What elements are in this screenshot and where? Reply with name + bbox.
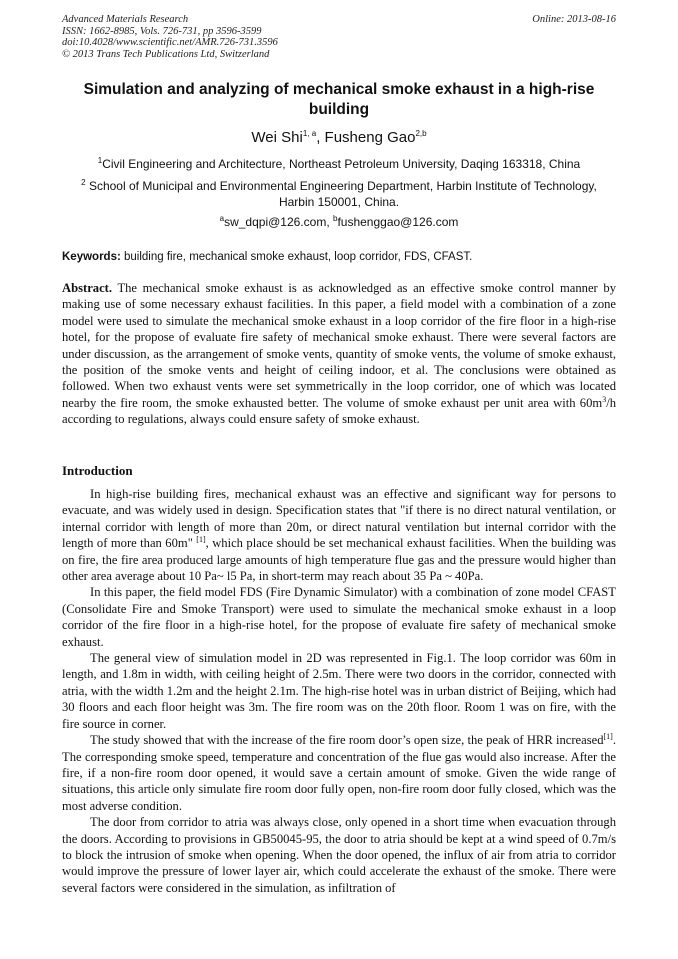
author-emails xyxy=(62,214,616,230)
journal-metadata xyxy=(62,14,616,60)
issn-line: ISSN: 1662-8985, Vols. 726-731, pp 3596-3599 xyxy=(62,25,262,37)
intro-p1-ref: [1] xyxy=(196,535,206,545)
introduction-body xyxy=(62,486,616,896)
abstract xyxy=(62,280,616,428)
keywords xyxy=(62,250,616,265)
intro-paragraph-1 xyxy=(62,486,616,584)
affiliation-1 xyxy=(62,156,616,172)
intro-p1-text-2: , which place should be set mechanical exhaust facilities. When the building was on fire, the fire area produced large amounts of high temperature flue gas and the pressure would higher than other area average about 10 Pa~ l5 Pa, in short-term may reach about 35 Pa ~ 40Pa. xyxy=(62,536,616,584)
affiliation-2-text: School of Municipal and Environmental Engineering Department, Harbin Institute of Technology, Harbin 150001, China. xyxy=(85,179,597,209)
email-b: fushenggao@126.com xyxy=(337,215,459,229)
email-b-sup: b xyxy=(332,214,338,223)
abstract-sup: 3 xyxy=(602,394,607,404)
introduction-heading: Introduction xyxy=(62,463,133,478)
intro-p1-text-1: In high-rise building fires, mechanical exhaust was an effective and significant way for persons to evacuate, and was widely used in design. Specification states that "if there is no direct natural ventilation, or internal corridor with length of more than 20m, or direct natural ventilation but internal corridor with the length of more than 60m" xyxy=(62,487,616,551)
intro-p4-ref: [1] xyxy=(603,731,613,741)
paper-title: Simulation and analyzing of mechanical smoke exhaust in a high-rise building xyxy=(83,81,595,118)
keywords-text: building fire, mechanical smoke exhaust, loop corridor, FDS, CFAST. xyxy=(120,251,473,263)
affiliation-2 xyxy=(62,178,616,210)
author-line xyxy=(62,129,616,147)
author-separator: , xyxy=(316,129,325,146)
abstract-text-2: /h according to regulations, always could ensure safety of smoke exhaust. xyxy=(62,395,616,427)
keywords-label: Keywords: xyxy=(62,251,121,263)
author-1-name: Wei Shi xyxy=(251,129,303,146)
author-2-name: Fusheng Gao xyxy=(324,129,416,146)
doi-line: doi:10.4028/www.scientific.net/AMR.726-731.3596 xyxy=(62,37,278,48)
abstract-label: Abstract. xyxy=(62,281,113,295)
affiliation-2-sup: 2 xyxy=(81,178,86,187)
email-a-sup: a xyxy=(219,214,225,223)
intro-p4-text-2: . The corresponding smoke speed, temperature and concentration of the flue gas would also increase. After the fire, if a non-fire room door opened, it would save a certain amount of smoke. Given the wide range of situations, this article only simulate fire room door fully open, non-fire room door fully closed, which was the most adverse condition. xyxy=(62,733,616,813)
email-a: sw_dqpi@126.com, xyxy=(224,215,333,229)
abstract-text-1: The mechanical smoke exhaust is as acknowledged as an effective smoke control manner by making use of some necessary exhaust facilities. In this paper, a field model with a combination of a zone model were used to simulate the mechanical smoke exhaust in a loop corridor of the fire floor in a high-rise hotel, for the propose of evaluate fire safety of mechanical smoke exhaust. There were several factors are under discussion, as the arrangement of smoke vents, quantity of smoke vents, the volume of smoke exhaust, the position of the smoke vents and height of ceiling indoor, et al. The conclusions were obtained as followed. When two exhaust vents were set symmetrically in the loop corridor, one of which was located nearby the fire room, the smoke exhausted better. The volume of smoke exhaust per unit area with 60m xyxy=(62,281,616,410)
affiliation-1-sup: 1 xyxy=(97,156,103,165)
journal-name: Advanced Materials Research xyxy=(62,14,189,25)
affiliation-1-text: Civil Engineering and Architecture, Northeast Petroleum University, Daqing 163318, China xyxy=(102,157,581,171)
intro-paragraph-2: In this paper, the field model FDS (Fire Dynamic Simulator) with a combination of zone model CFAST (Consolidate Fire and Smoke Transport) were used to simulate the mechanical smoke exhaust in a loop corridor of the fire floor in a high-rise hotel, for the propose of evaluate fire safety of mechanical smoke exhaust. xyxy=(62,585,616,649)
intro-paragraph-3: The general view of simulation model in 2D was represented in Fig.1. The loop corridor was 60m in length, and 1.8m in width, with ceiling height of 2.5m. There were two doors in the corridor, connected with atria, with the width 1.2m and the height 2.1m. The high-rise hotel was in urban district of Beijing, which had 30 floors and each floor height was 3m. The fire room was on the 20th floor. Room 1 was on fire, with the fire source in corner. xyxy=(62,651,616,731)
intro-paragraph-4 xyxy=(62,732,616,814)
author-1-sup: 1, a xyxy=(302,129,317,138)
intro-p4-text-1: The study showed that with the increase of the fire room door’s open size, the peak of HRR increased xyxy=(90,733,604,748)
online-date: Online: 2013-08-16 xyxy=(532,14,616,25)
copyright-line: © 2013 Trans Tech Publications Ltd, Switzerland xyxy=(62,48,270,60)
author-2-sup: 2,b xyxy=(415,129,427,138)
intro-paragraph-5: The door from corridor to atria was always close, only opened in a short time when evacuation through the doors. According to provisions in GB50045-95, the door to atria should be kept at a wind speed of 0.7m/s to block the intrusion of smoke when opening. When the door opened, the influx of air from atria to corridor would improve the pressure of lower layer air, which could accelerate the exhaust of the smoke. There were several factors were considered in the simulation, as infiltration of xyxy=(62,815,616,895)
